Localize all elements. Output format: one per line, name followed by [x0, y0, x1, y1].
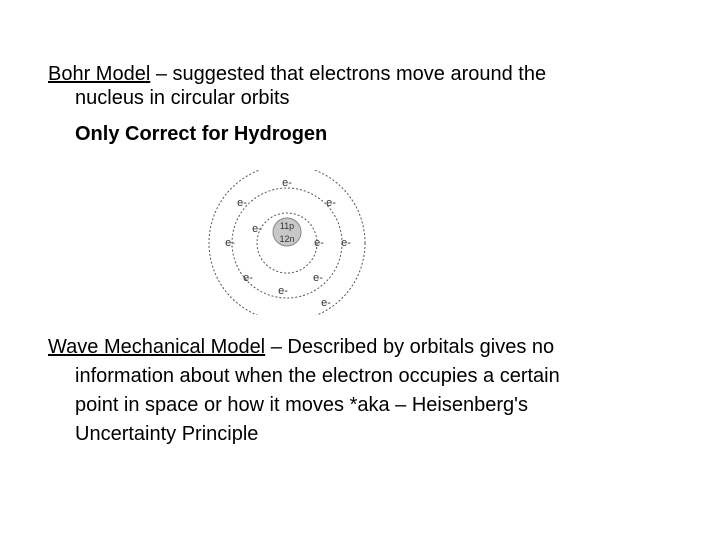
- nucleus-neutrons-label: 12n: [279, 234, 295, 244]
- electron-label: e-: [278, 285, 288, 297]
- bohr-line-2: nucleus in circular orbits: [75, 87, 290, 109]
- bohr-atom-diagram: [200, 170, 375, 315]
- electron-label: e-: [326, 197, 336, 209]
- electron-label: e-: [341, 237, 351, 249]
- bohr-line-1-text: – suggested that electrons move around the: [150, 63, 547, 85]
- electron-label: e-: [313, 272, 323, 284]
- wave-mechanical-model-paragraph: [48, 333, 688, 449]
- electron-label: e-: [282, 177, 292, 189]
- wave-line-1: [48, 333, 688, 362]
- wave-mechanical-model-term: Wave Mechanical Model: [48, 336, 266, 358]
- bohr-model-paragraph: [48, 62, 688, 110]
- wave-line-1-text: – Described by orbitals gives no: [265, 336, 555, 358]
- nucleus-protons-label: 11p: [279, 221, 295, 231]
- bohr-model-term: Bohr Model: [48, 63, 151, 85]
- wave-line-4: Uncertainty Principle: [75, 423, 259, 445]
- wave-line-3: point in space or how it moves *aka – Heisenberg's: [75, 394, 528, 416]
- electron-label: e-: [225, 237, 235, 249]
- electron-label: e-: [314, 237, 324, 249]
- hydrogen-only-note: Only Correct for Hydrogen: [75, 123, 328, 145]
- electron-label: e-: [243, 272, 253, 284]
- electron-label: e-: [237, 197, 247, 209]
- wave-line-2: information about when the electron occupies a certain: [75, 365, 560, 387]
- electron-label: e-: [321, 297, 331, 309]
- electron-label: e-: [252, 223, 262, 235]
- bohr-line-1: [48, 62, 688, 86]
